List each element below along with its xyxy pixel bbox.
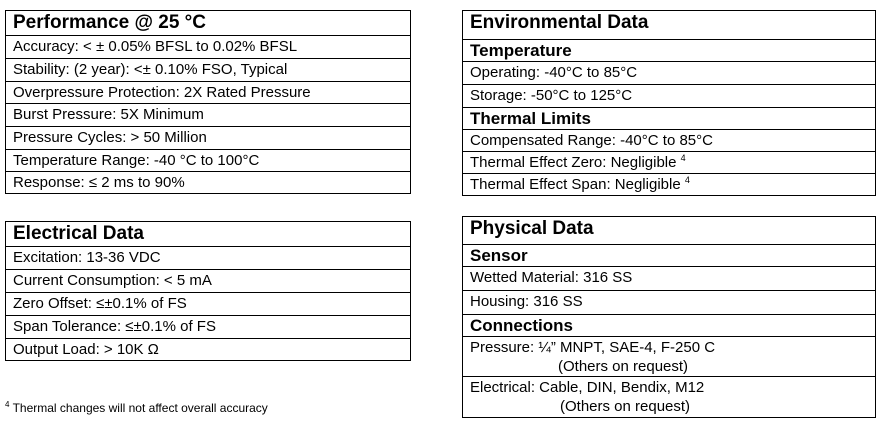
sensor-heading: Sensor [463, 245, 875, 267]
pressure-connection-note: (Others on request) [558, 358, 689, 375]
table-row: Current Consumption: < 5 mA [6, 270, 410, 293]
connections-heading: Connections [463, 315, 875, 337]
table-row: Stability: (2 year): <± 0.10% FSO, Typical [6, 59, 410, 82]
table-row: Excitation: 13-36 VDC [6, 247, 410, 270]
table-row: Pressure Cycles: > 50 Million [6, 127, 410, 150]
table-row: Zero Offset: ≤±0.1% of FS [6, 293, 410, 316]
thermal-limits-heading: Thermal Limits [463, 108, 875, 130]
table-row: Housing: 316 SS [463, 291, 875, 315]
pressure-connection: Pressure: ¼” MNPT, SAE-4, F-250 C [470, 339, 716, 356]
electrical-connection: Electrical: Cable, DIN, Bendix, M12 [470, 379, 705, 396]
footnote-number: 4 [5, 400, 10, 409]
footnote [5, 401, 268, 415]
table-row: Response: ≤ 2 ms to 90% [13, 174, 185, 191]
table-row [463, 337, 875, 377]
physical-title: Physical Data [463, 217, 875, 245]
table-row: Burst Pressure: 5X Minimum [6, 104, 410, 127]
thermal-effect-zero: Thermal Effect Zero: Negligible [470, 154, 677, 171]
table-row: Temperature Range: -40 °C to 100°C [6, 150, 410, 172]
electrical-title: Electrical Data [6, 222, 410, 247]
table-row: Compensated Range: -40°C to 85°C [463, 130, 875, 152]
table-row: Span Tolerance: ≤±0.1% of FS [6, 316, 410, 339]
table-row: Operating: -40°C to 85°C [463, 62, 875, 85]
table-row: Wetted Material: 316 SS [463, 267, 875, 291]
table-row: Output Load: > 10K Ω [13, 341, 159, 358]
temperature-heading: Temperature [463, 40, 875, 62]
table-row: Accuracy: < ± 0.05% BFSL to 0.02% BFSL [6, 36, 410, 59]
thermal-effect-span: Thermal Effect Span: Negligible [470, 176, 681, 193]
electrical-table [5, 221, 411, 361]
table-row [463, 377, 875, 417]
table-row: Overpressure Protection: 2X Rated Pressure [6, 82, 410, 104]
performance-title: Performance @ 25 °C [6, 11, 410, 36]
physical-table [462, 216, 876, 418]
table-row: Storage: -50°C to 125°C [463, 85, 875, 108]
table-row [463, 152, 875, 174]
electrical-connection-note: (Others on request) [560, 398, 691, 415]
footnote-marker: 4 [684, 175, 690, 185]
environmental-title: Environmental Data [463, 11, 875, 40]
environmental-table [462, 10, 876, 196]
performance-table [5, 10, 411, 194]
footnote-marker: 4 [680, 153, 686, 163]
table-row [463, 174, 875, 195]
footnote-text: Thermal changes will not affect overall accuracy [12, 401, 268, 415]
